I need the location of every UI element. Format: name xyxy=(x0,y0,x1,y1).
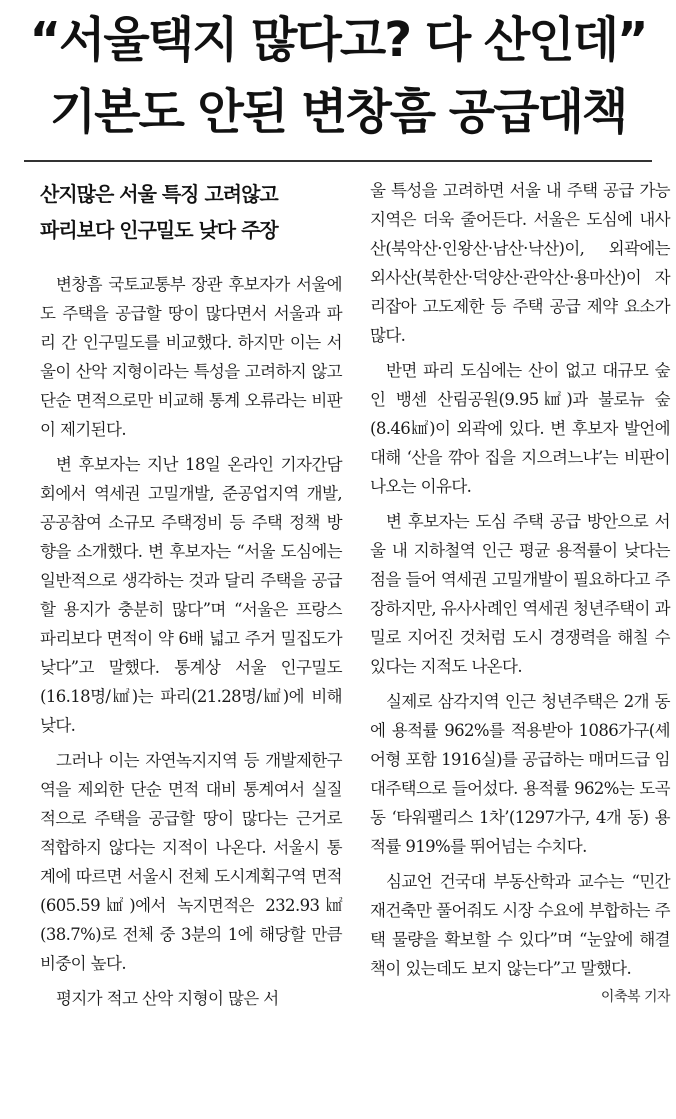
byline: 이축복 기자 xyxy=(600,989,670,1005)
article-paragraph-8-text: 심교언 건국대 부동산학과 교수는 “민간 재건축만 풀어줘도 시장 수요에 부합하는 주택 물량을 확보할 수 있다”며 “눈앞에 해결책이 있는데도 보지 않는다”고 말했다. xyxy=(370,872,670,978)
subheadline-line-2: 파리보다 인구밀도 낮다 주장 xyxy=(40,218,278,242)
article-paragraph-7: 실제로 삼각지역 인근 청년주택은 2개 동에 용적률 962%를 적용받아 1086가구(셰어형 포함 1916실)를 공급하는 매머드급 임대주택으로 들어섰다. 용적률 962%는 도곡동 ‘타워팰리스 1차’(1297가구, 4개 동) 용적률 919%를 뛰어넘는 수치다. xyxy=(370,692,670,856)
article-paragraph-2: 변 후보자는 지난 18일 온라인 기자간담회에서 역세권 고밀개발, 준공업지역 개발, 공공참여 소규모 주택정비 등 주택 정책 방향을 소개했다. 변 후보자는 “서울 도심에는 일반적으로 생각하는 것과 달리 주택을 공급할 용지가 충분히 많다”며 “서울은 프랑스 파리보다 면적이 약 6배 넓고 주거 밀집도가 낮다”고 말했다. 통계상 서울 인구밀도(16.18명/㎢)는 파리(21.28명/㎢)에 비해 낮다. xyxy=(40,455,342,735)
article-paragraph-1: 변창흠 국토교통부 장관 후보자가 서울에도 주택을 공급할 땅이 많다면서 서울과 파리 간 인구밀도를 비교했다. 하지만 이는 서울이 산악 지형이라는 특성을 고려하지 않고 단순 면적으로만 비교해 통계 오류라는 비판이 제기된다. xyxy=(40,275,342,439)
headline-divider xyxy=(24,160,652,162)
article-paragraph-5: 반면 파리 도심에는 산이 없고 대규모 숲인 뱅센 산림공원(9.95㎢)과 불로뉴 숲(8.46㎢)이 외곽에 있다. 변 후보자 발언에 대해 ‘산을 깎아 집을 지으려느냐’는 비판이 나오는 이유다. xyxy=(370,361,670,496)
article-paragraph-4-continued: 울 특성을 고려하면 서울 내 주택 공급 가능지역은 더욱 줄어든다. 서울은 도심에 내사산(북악산·인왕산·남산·낙산)이, 외곽에는 외사산(북한산·덕양산·관악산·용마산)이 자리잡아 고도제한 등 주택 공급 제약 요소가 많다. xyxy=(370,181,670,345)
article-paragraph-6: 변 후보자는 도심 주택 공급 방안으로 서울 내 지하철역 인근 평균 용적률이 낮다는 점을 들어 역세권 고밀개발이 필요하다고 주장하지만, 유사사례인 역세권 청년주택이 과밀로 지어진 것처럼 도시 경쟁력을 해칠 수 있다는 지적도 나온다. xyxy=(370,512,670,676)
article-paragraph-8 xyxy=(370,867,670,1005)
article-column-left xyxy=(40,176,342,1019)
headline-line-2: 기본도 안된 변창흠 공급대책 xyxy=(49,84,627,140)
headline xyxy=(0,4,676,148)
article-paragraph-4-start: 평지가 적고 산악 지형이 많은 서 xyxy=(56,989,279,1008)
subheadline xyxy=(40,176,342,248)
article-column-right xyxy=(370,176,670,1012)
headline-line-1: “서울택지 많다고? 다 산인데” xyxy=(29,12,647,68)
article-paragraph-3: 그러나 이는 자연녹지지역 등 개발제한구역을 제외한 단순 면적 대비 통계여서 실질적으로 주택을 공급할 땅이 많다는 근거로 적합하지 않다는 지적이 나온다. 서울시 통계에 따르면 서울시 전체 도시계획구역 면적(605.59㎢)에서 녹지면적은 232.93㎢(38.7%)로 전체 중 3분의 1에 해당할 만큼 비중이 높다. xyxy=(40,751,342,973)
subheadline-line-1: 산지많은 서울 특징 고려않고 xyxy=(40,182,278,206)
